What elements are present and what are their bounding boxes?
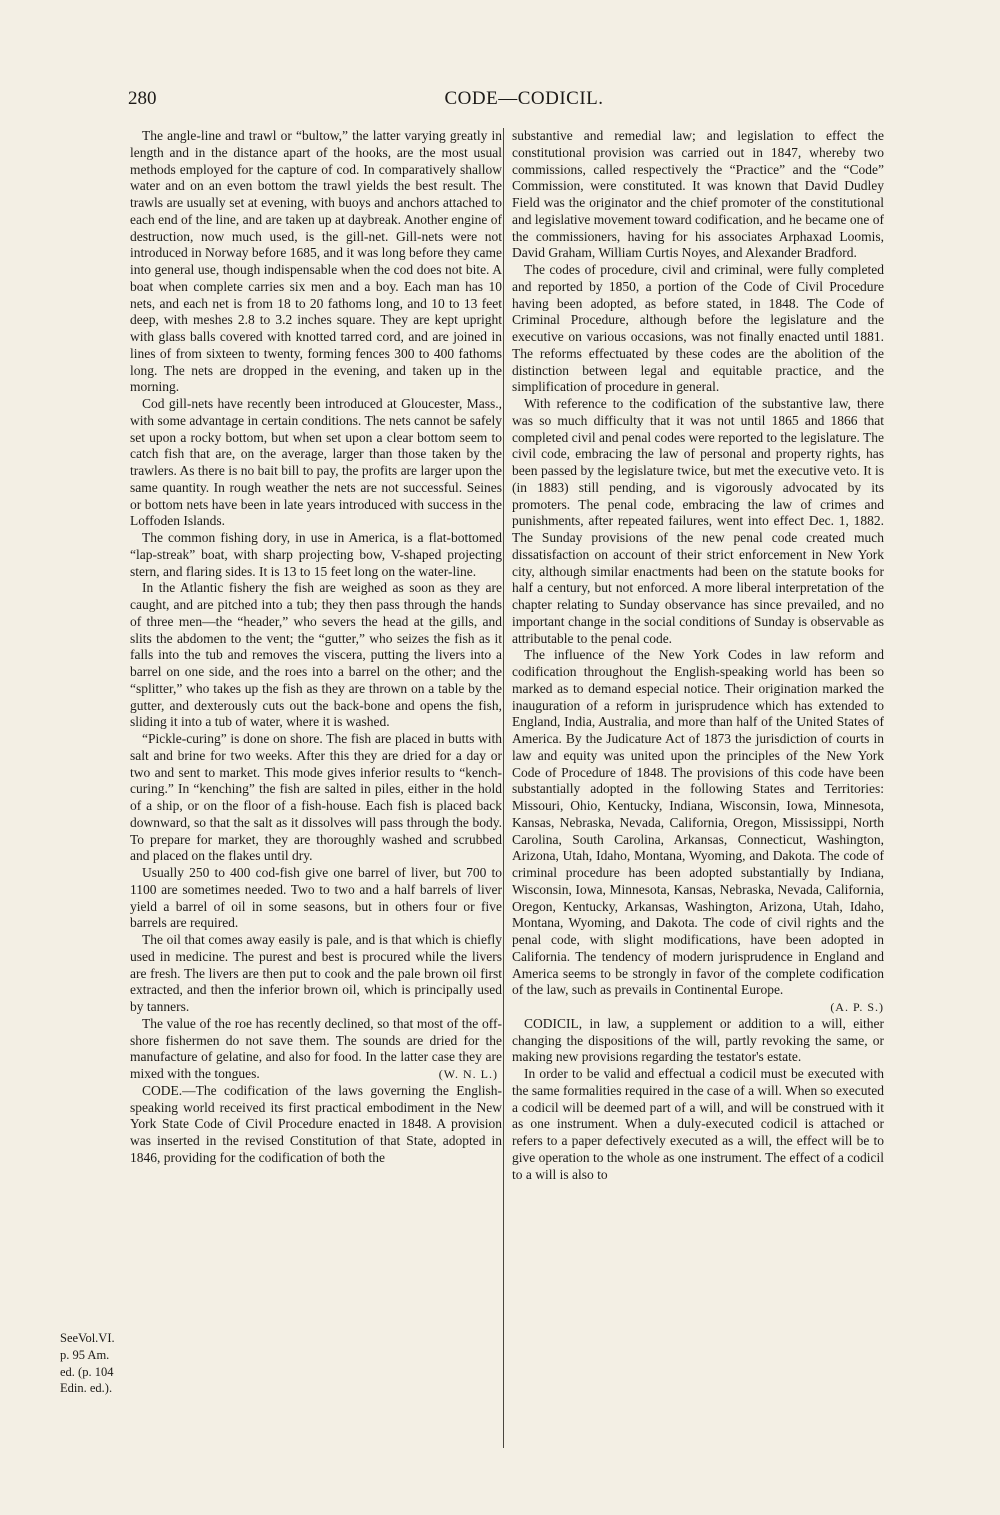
sidenote-line: SeeVol.VI.	[60, 1331, 115, 1345]
paragraph: substantive and remedial law; and legislation to effect the constitutional provision was carried out in 1847, whereby two commissions, called respectively the “Practice” and the “Code” Commission, were constituted. It was known that David Dudley Field was the originator and the chief promoter of the constitutional and legislative movement toward codification, and he became one of the commissioners, having for his associates Arphaxad Loomis, David Graham, William Curtis Noyes, and Alexander Bradford.	[512, 128, 884, 261]
paragraph: The common fishing dory, in use in America, is a flat-bottomed “lap-streak” boat, with sharp projecting bow, V-shaped projecting stern, and flaring sides. It is 13 to 15 feet long on the water-line.	[130, 530, 502, 579]
paragraph: The codes of procedure, civil and criminal, were fully completed and reported by 1850, a portion of the Code of Civil Procedure having been adopted, as before stated, in 1848. The Code of Criminal Procedure, although before the legislature and the executive on various occasions, was not finally enacted until 1881. The reforms effectuated by these codes are the abolition of the distinction between legal and equitable practice, and the simplification of procedure in general.	[512, 262, 884, 395]
paragraph: With reference to the codification of the substantive law, there was so much difficulty that it was not until 1865 and 1866 that completed civil and penal codes were reported to the legislature. The civil code, embracing the law of personal and property rights, has been passed by the legislature twice, but met the executive veto. It is (in 1883) still pending, and is vigorously advocated by its promoters. The penal code, embracing the law of crimes and punishments, after repeated failures, went into effect Dec. 1, 1882. The Sunday provisions of the new penal code created much dissatisfaction on account of their strict enforcement in New York city, although similar enactments had been on the statute books for half a century, but not enforced. A more liberal interpretation of the chapter relating to Sunday observance has since prevailed, and no important change in the social conditions of Sunday is observable as attributable to the penal code.	[512, 396, 884, 646]
sidenote-line: p. 95 Am.	[60, 1347, 110, 1362]
paragraph-text: The value of the roe has recently declined, so that most of the off-shore fishermen do not save them. The sounds are dried for the manufacture of gelatine, and also for food. In the latter case they are mixed with the tongues.	[130, 1015, 502, 1081]
paragraph: Usually 250 to 400 cod-fish give one barrel of liver, but 700 to 1100 are sometimes needed. Two to two and a half barrels of liver yield a barrel of oil in some seasons, but in others four or five barrels are required.	[130, 865, 502, 931]
paragraph: The influence of the New York Codes in law reform and codification throughout the English-speaking world has been so marked as to demand especial notice. Their origination marked the inauguration of a reform in jurisprudence which has extended to England, India, Australia, and more than half of the United States of America. By the Judicature Act of 1873 the jurisdiction of courts in law and equity was united upon the principles of the New York Code of Procedure of 1848. The provisions of this code have been substantially adopted in the following States and Territories: Missouri, Ohio, Kentucky, Indiana, Wisconsin, Iowa, Minnesota, Kansas, Nebraska, Nevada, California, Oregon, Mississippi, North Carolina, South Carolina, Arkansas, Connecticut, Washington, Arizona, Utah, Idaho, Montana, Wyoming, and Dakota. The code of criminal procedure has been adopted substantially by Indiana, Wisconsin, Iowa, Minnesota, Kansas, Nebraska, Nevada, California, Oregon, Kentucky, Arkansas, Washington, Arizona, Utah, Idaho, Montana, Wyoming, and Dakota. The code of civil rights and the penal code, with slight modifications, have been adopted in California. The tendency of modern jurisprudence in England and America seems to be strongly in favor of the complete codification of the law, such as prevails in Continental Europe.	[512, 647, 884, 998]
sidenote-line: ed. (p. 104	[60, 1364, 114, 1379]
codicil-entry	[512, 1016, 884, 1066]
paragraph-with-signature	[130, 1016, 502, 1083]
entry-heading-code: CODE.	[142, 1082, 183, 1098]
code-entry-text: —The codification of the laws governing the English-speaking world received its first practical embodiment in the New York State Code of Civil Procedure enacted in 1848. A provision was inserted in the revised Constitution of that State, adopted in 1846, providing for the codification of both the	[130, 1082, 502, 1165]
left-column	[130, 128, 502, 1167]
codicil-entry-text: in law, a supplement or addition to a will, either changing the dispositions of the will, partly revoking the same, or making new provisions regarding the testator's estate.	[512, 1015, 884, 1065]
paragraph: The angle-line and trawl or “bultow,” the latter varying greatly in length and in the distance apart of the hooks, are the most usual methods employed for the capture of cod. In comparatively shallow water and on an even bottom the trawl yields the best result. The trawls are usually set at evening, with buoys and anchors attached to each end of the line, and are taken up at daybreak. Another engine of destruction, now much used, is the gill-net. Gill-nets were not introduced in Norway before 1685, and it was long before they came into general use, though indispensable when the cod does not bite. A boat when complete carries six men and a boy. Each man has 10 nets, and each net is from 18 to 20 fathoms long, and 10 to 13 feet deep, with meshes 2.8 to 3.2 inches square. They are kept upright with glass balls covered with knotted tarred cord, and are joined in lines of from sixteen to twenty, forming fences 300 to 400 fathoms long. The nets are dropped in the evening, and taken up in the morning.	[130, 128, 502, 395]
code-entry	[130, 1083, 502, 1167]
running-head: CODE—CODICIL.	[444, 88, 604, 109]
author-signature: (W. N. L.)	[438, 1067, 498, 1081]
page-header	[128, 88, 920, 120]
sidenote-line: Edin. ed.).	[60, 1381, 113, 1396]
paragraph: Cod gill-nets have recently been introduced at Gloucester, Mass., with some advantage in certain conditions. The nets cannot be safely set upon a rocky bottom, but when set upon a clear bottom seem to catch fish that are, on the average, larger than those taken by the trawlers. As there is no bait bill to pay, the profits are larger upon the same quantity. In rough weather the nets are not successful. Seines or bottom nets have been in late years introduced with success in the Loffoden Islands.	[130, 396, 502, 529]
paragraph: The oil that comes away easily is pale, and is that which is chiefly used in medicine. The purest and best is procured while the livers are fresh. The livers are then put to cook and the pale brown oil first extracted, and then the inferior brown oil, which is principally used by tanners.	[130, 932, 502, 1014]
right-column	[512, 128, 884, 1183]
column-divider	[503, 128, 504, 1448]
paragraph: In the Atlantic fishery the fish are weighed as soon as they are caught, and are pitched into a tub; they then pass through the hands of three men—the “header,” who severs the head at the gills, and slits the abdomen to the vent; the “gutter,” who seizes the fish as it falls into the tub and removes the viscera, putting the livers into a barrel on one side, and the roes into a barrel on the other; and the “splitter,” who takes up the fish as they are thrown on a table by the gutter, and dexterously cuts out the back-bone and opens the fish, sliding it into a tub of water, where it is washed.	[130, 580, 502, 730]
entry-heading-codicil: CODICIL,	[524, 1015, 583, 1031]
paragraph: “Pickle-curing” is done on shore. The fish are placed in butts with salt and brine for two weeks. After this they are dried for a day or two and sent to market. This mode gives inferior results to “kench-curing.” In “kenching” the fish are salted in piles, either in the hold of a ship, or on the floor of a fish-house. Each fish is placed back downward, so that the salt as it dissolves will pass through the body. To prepare for market, they are thoroughly washed and scrubbed and placed on the flakes until dry.	[130, 731, 502, 864]
paragraph: In order to be valid and effectual a codicil must be executed with the same formalities required in the case of a will. When so executed a codicil will be deemed part of a will, and will be construed with it as one instrument. When a duly-executed codicil is attached or refers to a paper defectively executed as a will, the effect will be to give operation to the whole as one instrument. The effect of a codicil to a will is also to	[512, 1066, 884, 1182]
author-signature: (A. P. S.)	[830, 1000, 884, 1014]
page-number: 280	[128, 88, 157, 109]
margin-sidenote	[60, 1330, 126, 1397]
